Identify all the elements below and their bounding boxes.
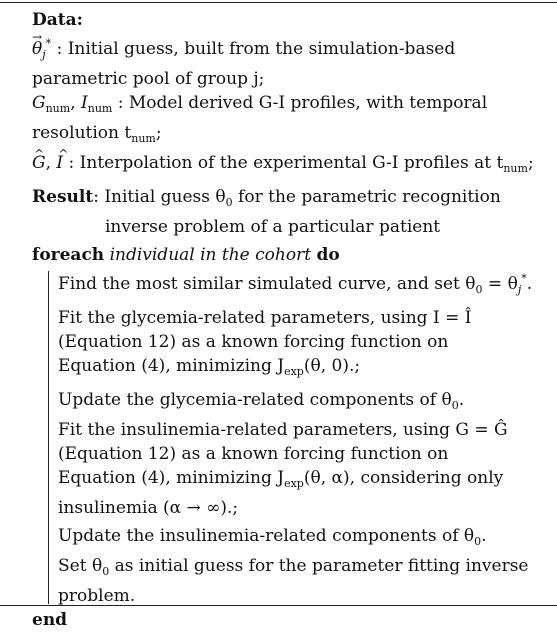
- data-item-interpolation: ^ G, ^ I : Interpolation of the experimental G-I profiles at $t_{num}$;: [32, 151, 552, 181]
- end-line: [32, 608, 552, 632]
- top-rule: [0, 2, 557, 3]
- data-label: Data: [32, 10, 77, 30]
- data-item-model-profiles-cont: resolution $t_{num}$;: [32, 123, 162, 145]
- theta-j-symbol: → θ: [32, 37, 42, 61]
- result-line-cont: inverse problem of a particular patient: [105, 217, 441, 237]
- step-fit-insulinemia-cont2: Equation (4), minimizing $J_{exp}(\theta$, α), considering only: [58, 468, 504, 490]
- step-fit-glycemia: Fit the glycemia-related parameters, using I = Î: [58, 308, 472, 328]
- step-find-similar: Find the most similar simulated curve, and set $\theta_0 = \theta_j^*$.: [58, 272, 533, 296]
- data-item-model-profiles: $G_{num}$, $I_{num}$ : Model derived G-I profiles, with temporal: [32, 93, 488, 115]
- algorithm-block: [32, 8, 552, 632]
- step-update-glycemia: Update the glycemia-related components of $\theta_0$.: [58, 390, 465, 412]
- step-fit-glycemia-cont1: (Equation 12) as a known forcing function on: [58, 332, 449, 352]
- foreach-keyword: foreach: [32, 245, 105, 265]
- step-fit-insulinemia-cont1: (Equation 12) as a known forcing function on: [58, 444, 449, 464]
- step-update-insulinemia: Update the insulinemia-related components of $\theta_0$.: [58, 526, 487, 548]
- end-keyword: end: [32, 610, 68, 630]
- data-item-initial-guess: → $\theta_j^*$ : Initial guess, built from the simulation-based: [32, 32, 552, 67]
- loop-indent-line: [48, 271, 49, 604]
- step-fit-glycemia-cont2: Equation (4), minimizing $J_{exp}(\theta$, 0).;: [58, 356, 361, 378]
- result-line: Result: Initial guess $\theta_0$ for the parametric recognition: [32, 187, 501, 209]
- data-header: Data:: [32, 10, 83, 30]
- step-set-initial-guess-cont: problem.: [58, 586, 136, 606]
- step-fit-insulinemia: Fit the insulinemia-related parameters, using G = Ĝ: [58, 420, 508, 440]
- bottom-rule: [0, 605, 557, 606]
- data-item-initial-guess-cont: parametric pool of group j;: [32, 69, 265, 89]
- step-set-initial-guess: Set $\theta_0$ as initial guess for the parameter fitting inverse: [58, 556, 529, 578]
- do-keyword: do: [316, 245, 340, 265]
- loop-body: [32, 267, 552, 608]
- result-label: Result: [32, 187, 94, 207]
- step-fit-insulinemia-cont3: insulinemia (α → ∞).;: [58, 498, 239, 518]
- foreach-subject: individual in the cohort: [109, 245, 312, 265]
- foreach-line: [32, 243, 552, 267]
